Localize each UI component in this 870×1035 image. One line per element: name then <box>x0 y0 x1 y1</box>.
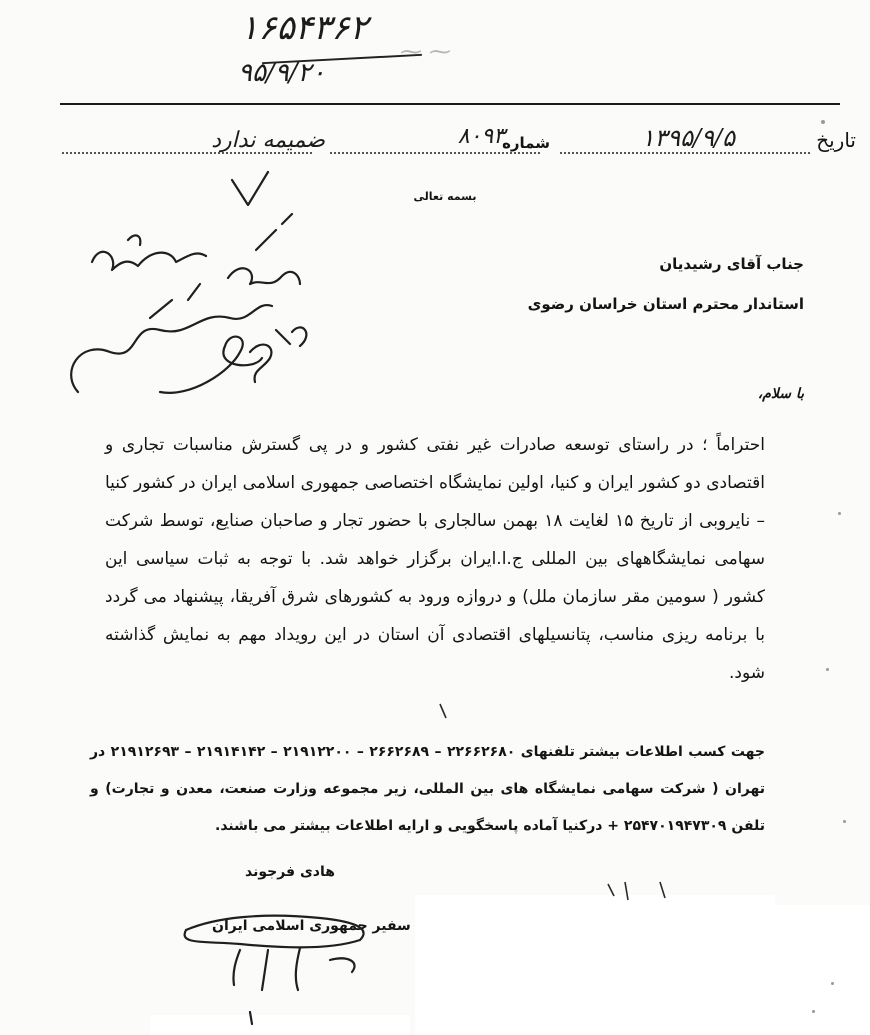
scan-speck <box>812 1010 815 1013</box>
number-value: ۸۰۹۳ <box>457 124 505 149</box>
number-label: شماره <box>502 134 550 152</box>
scan-speck <box>826 668 829 671</box>
signer-name: هادی فرجوند <box>245 864 335 880</box>
scan-speck <box>838 512 841 515</box>
attachment-value: ضمیمه ندارد <box>211 128 325 153</box>
scan-speck <box>821 120 825 124</box>
basmala-text: بسمه تعالی <box>413 190 477 203</box>
faint-handwriting: ⁓ ⁓ <box>400 40 451 65</box>
recipient-role: استاندار محترم استان خراسان رضوی <box>527 295 804 313</box>
date-label: تاریخ <box>816 128 856 152</box>
contact-paragraph: جهت کسب اطلاعات بیشتر تلفنهای ۲۲۶۶۲۶۸۰ – ۲۶۶۲۶۸۹ – ۲۱۹۱۲۲۰۰ – ۲۱۹۱۴۱۴۲ – ۲۱۹۱۲۶۹۳ در تهران ( شرکت سهامی نمایشگاه های بین المللی، زیر مجموعه وزارت صنعت، معدن و تجارت) و تلفن ۲۵۴۷۰۱۹۴۷۳۰۹ + درکنیا آماده پاسخگویی و ارایه اطلاعات بیشتر می باشند. <box>90 744 766 834</box>
body-paragraph: احتراماً ؛ در راستای توسعه صادرات غیر نفتی کشور و در پی گسترش مناسبات تجاری و اقتصادی دو کشور ایران و کنیا، اولین نمایشگاه اختصاصی جمهوری اسلامی ایران در کشور کنیا – نایروبی از تاریخ ۱۵ لغایت ۱۸ بهمن سالجاری با حضور تجار و صاحبان صنایع، توسط شرکت سهامی نمایشگاههای بین المللی ج.ا.ایران برگزار خواهد شد. با توجه به ثبات سیاسی این کشور ( سومین مقر سازمان ملل) و دروازه ورود به کشورهای شرق آفریقا، پیشنهاد می گردد با برنامه ریزی مناسب، پتانسیلهای اقتصادی آن استان در این رویداد مهم به نمایش گذاشته شود. <box>105 435 766 683</box>
signer-title: سفیر جمهوری اسلامی ایران <box>212 918 411 934</box>
scan-speck <box>831 982 834 985</box>
scan-speck <box>843 820 846 823</box>
registration-number: ۱۶۵۴۳۶۲ <box>240 8 368 48</box>
registration-date: ۹۵/۹/۲۰ <box>238 58 326 88</box>
date-value: ۱۳۹۵/۹/۵ <box>641 124 735 152</box>
greeting: با سلام، <box>757 386 804 402</box>
recipient-title: جناب آقای رشیدیان <box>659 255 804 273</box>
